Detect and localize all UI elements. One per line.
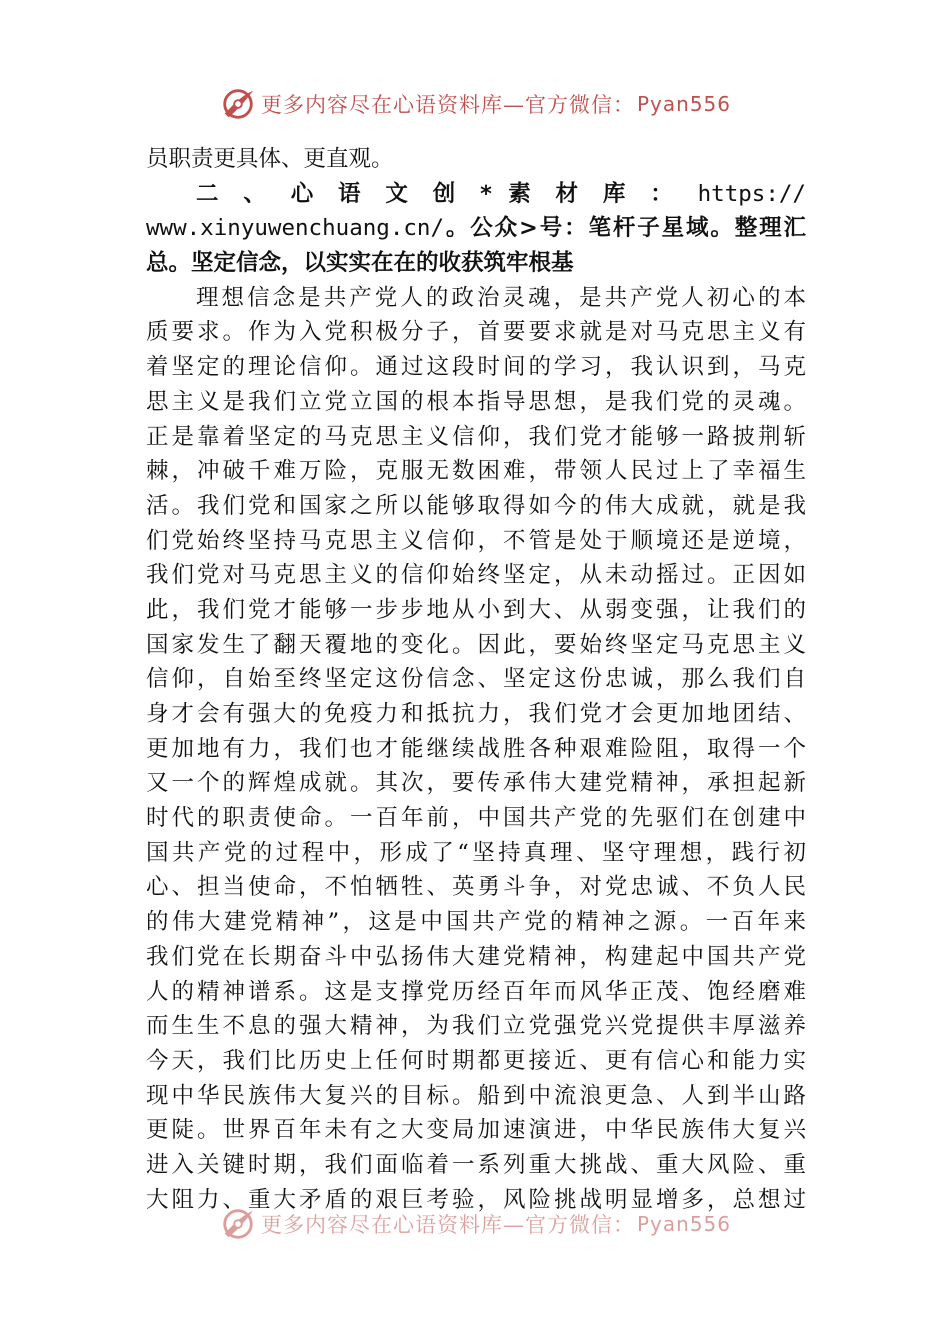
paragraph-line: 思主义是我们立党立国的根本指导思想，是我们党的灵魂。 xyxy=(146,388,806,415)
paragraph-line: 大阻力、重大矛盾的艰巨考验，风险挑战明显增多，总想过 xyxy=(146,1186,806,1213)
paragraph xyxy=(146,281,806,1218)
paragraph-line: 时代的职责使命。一百年前，中国共产党的先驱们在创建中 xyxy=(146,805,806,832)
watermark-text: 更多内容尽在心语资料库—官方微信： xyxy=(260,93,635,117)
paragraph-line: 国家发生了翻天覆地的变化。因此，要始终坚定马克思主义 xyxy=(146,631,806,658)
paragraph-line: 棘，冲破千难万险，克服无数困难，带领人民过上了幸福生 xyxy=(146,458,806,485)
paragraph-line: 今天，我们比历史上任何时期都更接近、更有信心和能力实 xyxy=(146,1047,806,1074)
watermark-text: 更多内容尽在心语资料库—官方微信： xyxy=(260,1213,635,1237)
paragraph-line: 我们党对马克思主义的信仰始终坚定，从未动摇过。正因如 xyxy=(146,562,806,589)
paragraph-line: 人的精神谱系。这是支撑党历经百年而风华正茂、饱经磨难 xyxy=(146,978,806,1005)
paragraph-line: 我们党在长期奋斗中弘扬伟大建党精神，构建起中国共产党 xyxy=(146,943,806,970)
paragraph-line: 又一个的辉煌成就。其次，要传承伟大建党精神，承担起新 xyxy=(146,770,806,797)
paragraph-line: 现中华民族伟大复兴的目标。船到中流浪更急、人到半山路 xyxy=(146,1082,806,1109)
paragraph-line: 国共产党的过程中，形成了“坚持真理、坚守理想，践行初 xyxy=(146,839,806,866)
paragraph-line: 更加地有力，我们也才能继续战胜各种艰难险阻，取得一个 xyxy=(146,735,806,762)
paragraph-line: 正是靠着坚定的马克思主义信仰，我们党才能够一路披荆斩 xyxy=(146,423,806,450)
heading-url-part-2: www.xinyuwenchuang.cn/ xyxy=(146,215,445,242)
brand-logo-icon xyxy=(219,1205,257,1243)
watermark-id: Pyan556 xyxy=(636,92,731,116)
paragraph-line: 而生生不息的强大精神，为我们立党强党兴党提供丰厚滋养 xyxy=(146,1013,806,1040)
section-heading-line-2 xyxy=(146,211,806,246)
section-heading-line-1 xyxy=(146,177,806,212)
section-heading-line-3: 总。坚定信念，以实实在在的收获筑牢根基 xyxy=(146,250,574,277)
heading-title: 二 、 心 语 文 创 * 素 材 库 ： xyxy=(196,180,682,207)
paragraph-line: 们党始终坚持马克思主义信仰，不管是处于顺境还是逆境， xyxy=(146,527,806,554)
brand-logo-icon xyxy=(219,85,257,123)
paragraph-line: 更陡。世界百年未有之大变局加速演进，中华民族伟大复兴 xyxy=(146,1117,806,1144)
paragraph-line: 理想信念是共产党人的政治灵魂，是共产党人初心的本 xyxy=(196,284,806,311)
paragraph-line: 身才会有强大的免疫力和抵抗力，我们党才会更加地团结、 xyxy=(146,701,806,727)
watermark-id: Pyan556 xyxy=(636,1212,731,1236)
paragraph-line: 活。我们党和国家之所以能够取得如今的伟大成就，就是我 xyxy=(146,492,806,519)
paragraph-line: 着坚定的理论信仰。通过这段时间的学习，我认识到，马克 xyxy=(146,354,806,381)
footer-watermark xyxy=(0,1204,950,1244)
paragraph-line: 此，我们党才能够一步步地从小到大、从弱变强，让我们的 xyxy=(146,596,806,623)
paragraph-line: 的伟大建党精神”，这是中国共产党的精神之源。一百年来 xyxy=(146,909,806,936)
heading-url-part-1: https:// xyxy=(697,180,806,207)
paragraph-line: 进入关键时期，我们面临着一系列重大挑战、重大风险、重 xyxy=(146,1151,806,1178)
paragraph-line: 质要求。作为入党积极分子，首要要求就是对马克思主义有 xyxy=(146,319,806,346)
continuation-line: 员职责更具体、更直观。 xyxy=(146,146,394,172)
heading-text-2: 。公众>号：笔杆子星域。整理汇 xyxy=(444,215,806,242)
header-watermark xyxy=(0,84,950,124)
paragraph-line: 信仰，自始至终坚定这份信念、坚定这份忠诚，那么我们自 xyxy=(146,666,806,693)
document-body xyxy=(146,142,806,1217)
paragraph-line: 心、担当使命，不怕牺牲、英勇斗争，对党忠诚、不负人民 xyxy=(146,874,806,901)
